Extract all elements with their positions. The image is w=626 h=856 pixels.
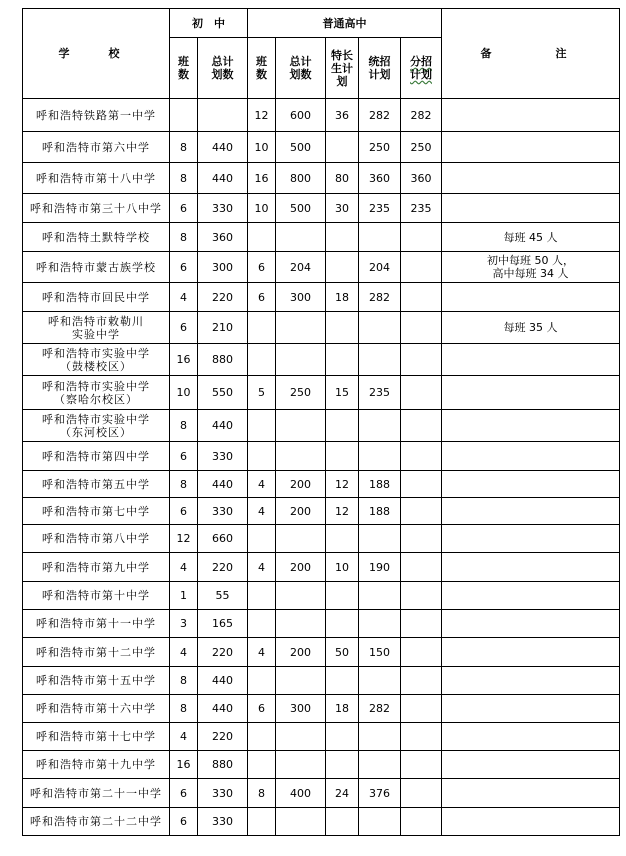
senior-classes bbox=[248, 525, 276, 553]
senior-special: 24 bbox=[326, 779, 359, 808]
senior-total: 250 bbox=[276, 376, 326, 410]
senior-classes bbox=[248, 723, 276, 751]
note bbox=[442, 344, 620, 376]
table-row bbox=[23, 312, 620, 344]
senior-special bbox=[326, 808, 359, 836]
senior-total bbox=[276, 312, 326, 344]
school-name: 呼和浩特市第十九中学 bbox=[23, 751, 170, 779]
senior-separate bbox=[401, 667, 442, 695]
senior-total: 500 bbox=[276, 194, 326, 223]
note bbox=[442, 610, 620, 638]
senior-general: 282 bbox=[359, 99, 401, 132]
senior-general: 190 bbox=[359, 553, 401, 582]
note bbox=[442, 553, 620, 582]
senior-separate bbox=[401, 779, 442, 808]
school-name: 呼和浩特市实验中学 （鼓楼校区） bbox=[23, 344, 170, 376]
senior-general bbox=[359, 582, 401, 610]
header-junior-total: 总计 划数 bbox=[198, 38, 248, 99]
header-senior-total: 总计 划数 bbox=[276, 38, 326, 99]
senior-total bbox=[276, 610, 326, 638]
senior-separate: 282 bbox=[401, 99, 442, 132]
note bbox=[442, 582, 620, 610]
school-name: 呼和浩特市第五中学 bbox=[23, 471, 170, 498]
senior-general bbox=[359, 312, 401, 344]
junior-total: 165 bbox=[198, 610, 248, 638]
table-row bbox=[23, 376, 620, 410]
senior-special bbox=[326, 223, 359, 252]
senior-classes bbox=[248, 344, 276, 376]
junior-total: 440 bbox=[198, 163, 248, 194]
senior-classes: 5 bbox=[248, 376, 276, 410]
junior-total: 440 bbox=[198, 132, 248, 163]
table-row bbox=[23, 223, 620, 252]
senior-separate bbox=[401, 638, 442, 667]
senior-general: 360 bbox=[359, 163, 401, 194]
senior-classes: 6 bbox=[248, 695, 276, 723]
school-name: 呼和浩特市敕勒川 实验中学 bbox=[23, 312, 170, 344]
junior-total: 440 bbox=[198, 695, 248, 723]
senior-classes bbox=[248, 808, 276, 836]
senior-classes: 4 bbox=[248, 471, 276, 498]
note bbox=[442, 723, 620, 751]
junior-classes: 3 bbox=[170, 610, 198, 638]
senior-total: 200 bbox=[276, 638, 326, 667]
junior-total bbox=[198, 99, 248, 132]
senior-separate bbox=[401, 553, 442, 582]
senior-separate bbox=[401, 751, 442, 779]
table-row bbox=[23, 252, 620, 283]
junior-classes: 8 bbox=[170, 163, 198, 194]
header-junior: 初 中 bbox=[170, 9, 248, 38]
note: 初中每班 50 人， 高中每班 34 人 bbox=[442, 252, 620, 283]
senior-special: 18 bbox=[326, 283, 359, 312]
senior-separate bbox=[401, 808, 442, 836]
table-row bbox=[23, 751, 620, 779]
senior-classes bbox=[248, 751, 276, 779]
junior-classes: 8 bbox=[170, 223, 198, 252]
senior-general: 235 bbox=[359, 376, 401, 410]
senior-special: 30 bbox=[326, 194, 359, 223]
table-row bbox=[23, 667, 620, 695]
senior-total: 500 bbox=[276, 132, 326, 163]
school-name: 呼和浩特市蒙古族学校 bbox=[23, 252, 170, 283]
senior-classes bbox=[248, 410, 276, 442]
header-senior-separate-label: 分招 计划 bbox=[410, 55, 432, 81]
senior-special bbox=[326, 525, 359, 553]
senior-separate bbox=[401, 471, 442, 498]
senior-general: 282 bbox=[359, 283, 401, 312]
header-senior: 普通高中 bbox=[248, 9, 442, 38]
senior-special bbox=[326, 751, 359, 779]
junior-classes: 8 bbox=[170, 667, 198, 695]
senior-special bbox=[326, 442, 359, 471]
enrollment-plan-table bbox=[22, 8, 620, 836]
senior-special: 80 bbox=[326, 163, 359, 194]
senior-separate bbox=[401, 376, 442, 410]
table-row bbox=[23, 498, 620, 525]
senior-total: 300 bbox=[276, 695, 326, 723]
senior-general: 235 bbox=[359, 194, 401, 223]
senior-special bbox=[326, 344, 359, 376]
school-name: 呼和浩特市实验中学 （东河校区） bbox=[23, 410, 170, 442]
table-row bbox=[23, 695, 620, 723]
note bbox=[442, 695, 620, 723]
school-name: 呼和浩特市第十八中学 bbox=[23, 163, 170, 194]
senior-general: 250 bbox=[359, 132, 401, 163]
senior-classes: 6 bbox=[248, 283, 276, 312]
senior-general: 376 bbox=[359, 779, 401, 808]
junior-classes: 1 bbox=[170, 582, 198, 610]
school-name: 呼和浩特市实验中学 （察哈尔校区） bbox=[23, 376, 170, 410]
header-senior-general: 统招 计划 bbox=[359, 38, 401, 99]
junior-total: 220 bbox=[198, 638, 248, 667]
table-row bbox=[23, 808, 620, 836]
senior-classes: 4 bbox=[248, 638, 276, 667]
school-name: 呼和浩特土默特学校 bbox=[23, 223, 170, 252]
table-row bbox=[23, 283, 620, 312]
senior-general: 282 bbox=[359, 695, 401, 723]
table-row bbox=[23, 99, 620, 132]
senior-separate bbox=[401, 525, 442, 553]
junior-total: 360 bbox=[198, 223, 248, 252]
senior-classes bbox=[248, 667, 276, 695]
table-row bbox=[23, 638, 620, 667]
senior-separate bbox=[401, 410, 442, 442]
junior-classes: 4 bbox=[170, 553, 198, 582]
table-row bbox=[23, 471, 620, 498]
senior-total: 204 bbox=[276, 252, 326, 283]
note bbox=[442, 779, 620, 808]
junior-total: 220 bbox=[198, 723, 248, 751]
senior-separate: 250 bbox=[401, 132, 442, 163]
senior-total: 400 bbox=[276, 779, 326, 808]
senior-classes: 4 bbox=[248, 553, 276, 582]
senior-special: 36 bbox=[326, 99, 359, 132]
senior-general bbox=[359, 751, 401, 779]
note bbox=[442, 638, 620, 667]
senior-separate bbox=[401, 312, 442, 344]
header-senior-classes: 班 数 bbox=[248, 38, 276, 99]
school-name: 呼和浩特铁路第一中学 bbox=[23, 99, 170, 132]
senior-separate: 235 bbox=[401, 194, 442, 223]
senior-general bbox=[359, 667, 401, 695]
senior-classes bbox=[248, 582, 276, 610]
senior-separate bbox=[401, 283, 442, 312]
junior-total: 550 bbox=[198, 376, 248, 410]
senior-classes: 8 bbox=[248, 779, 276, 808]
header-junior-classes: 班 数 bbox=[170, 38, 198, 99]
senior-general bbox=[359, 525, 401, 553]
senior-separate bbox=[401, 610, 442, 638]
junior-total: 440 bbox=[198, 410, 248, 442]
table-row bbox=[23, 442, 620, 471]
school-name: 呼和浩特市第二十二中学 bbox=[23, 808, 170, 836]
note bbox=[442, 376, 620, 410]
junior-total: 220 bbox=[198, 283, 248, 312]
school-name: 呼和浩特市第十一中学 bbox=[23, 610, 170, 638]
junior-classes: 16 bbox=[170, 344, 198, 376]
senior-special bbox=[326, 312, 359, 344]
table-row bbox=[23, 723, 620, 751]
school-name: 呼和浩特市第十二中学 bbox=[23, 638, 170, 667]
junior-classes: 10 bbox=[170, 376, 198, 410]
note bbox=[442, 442, 620, 471]
junior-classes: 8 bbox=[170, 410, 198, 442]
senior-total: 200 bbox=[276, 471, 326, 498]
note bbox=[442, 99, 620, 132]
senior-special bbox=[326, 610, 359, 638]
junior-classes: 6 bbox=[170, 194, 198, 223]
table-row bbox=[23, 410, 620, 442]
header-note: 备 注 bbox=[442, 9, 620, 99]
junior-total: 880 bbox=[198, 344, 248, 376]
senior-separate bbox=[401, 695, 442, 723]
senior-special: 50 bbox=[326, 638, 359, 667]
note bbox=[442, 194, 620, 223]
senior-general bbox=[359, 410, 401, 442]
junior-total: 440 bbox=[198, 471, 248, 498]
senior-classes: 4 bbox=[248, 498, 276, 525]
senior-special bbox=[326, 132, 359, 163]
senior-total bbox=[276, 751, 326, 779]
junior-total: 55 bbox=[198, 582, 248, 610]
note bbox=[442, 525, 620, 553]
school-name: 呼和浩特市第四中学 bbox=[23, 442, 170, 471]
junior-classes: 4 bbox=[170, 723, 198, 751]
school-name: 呼和浩特市第三十八中学 bbox=[23, 194, 170, 223]
senior-classes bbox=[248, 442, 276, 471]
senior-general: 150 bbox=[359, 638, 401, 667]
senior-total bbox=[276, 808, 326, 836]
senior-general bbox=[359, 808, 401, 836]
junior-classes: 6 bbox=[170, 498, 198, 525]
junior-total: 440 bbox=[198, 667, 248, 695]
senior-classes bbox=[248, 312, 276, 344]
senior-general bbox=[359, 344, 401, 376]
school-name: 呼和浩特市第十五中学 bbox=[23, 667, 170, 695]
junior-total: 220 bbox=[198, 553, 248, 582]
senior-total bbox=[276, 344, 326, 376]
note bbox=[442, 808, 620, 836]
senior-special: 18 bbox=[326, 695, 359, 723]
senior-separate bbox=[401, 344, 442, 376]
senior-classes: 12 bbox=[248, 99, 276, 132]
note bbox=[442, 471, 620, 498]
junior-classes: 8 bbox=[170, 471, 198, 498]
table-row bbox=[23, 779, 620, 808]
note bbox=[442, 667, 620, 695]
junior-total: 330 bbox=[198, 498, 248, 525]
senior-classes: 6 bbox=[248, 252, 276, 283]
senior-classes bbox=[248, 610, 276, 638]
school-name: 呼和浩特市第二十一中学 bbox=[23, 779, 170, 808]
table-row bbox=[23, 344, 620, 376]
senior-special bbox=[326, 252, 359, 283]
school-name: 呼和浩特市第六中学 bbox=[23, 132, 170, 163]
note: 每班 35 人 bbox=[442, 312, 620, 344]
senior-general bbox=[359, 223, 401, 252]
senior-special: 15 bbox=[326, 376, 359, 410]
note bbox=[442, 163, 620, 194]
senior-special: 12 bbox=[326, 498, 359, 525]
senior-special bbox=[326, 723, 359, 751]
junior-total: 210 bbox=[198, 312, 248, 344]
senior-classes: 10 bbox=[248, 194, 276, 223]
senior-separate: 360 bbox=[401, 163, 442, 194]
senior-total bbox=[276, 723, 326, 751]
senior-separate bbox=[401, 498, 442, 525]
school-name: 呼和浩特市第七中学 bbox=[23, 498, 170, 525]
senior-total bbox=[276, 442, 326, 471]
senior-classes: 10 bbox=[248, 132, 276, 163]
header-senior-special: 特长 生计 划 bbox=[326, 38, 359, 99]
table-row bbox=[23, 525, 620, 553]
senior-special bbox=[326, 410, 359, 442]
senior-separate bbox=[401, 582, 442, 610]
senior-general: 204 bbox=[359, 252, 401, 283]
senior-classes bbox=[248, 223, 276, 252]
junior-classes: 8 bbox=[170, 695, 198, 723]
table-row bbox=[23, 163, 620, 194]
note bbox=[442, 410, 620, 442]
header-senior-separate bbox=[401, 38, 442, 99]
table-row bbox=[23, 582, 620, 610]
senior-general bbox=[359, 723, 401, 751]
junior-total: 300 bbox=[198, 252, 248, 283]
junior-classes: 6 bbox=[170, 442, 198, 471]
junior-classes: 6 bbox=[170, 252, 198, 283]
note bbox=[442, 751, 620, 779]
junior-total: 330 bbox=[198, 194, 248, 223]
senior-total bbox=[276, 410, 326, 442]
senior-special: 12 bbox=[326, 471, 359, 498]
senior-total: 200 bbox=[276, 498, 326, 525]
junior-classes: 6 bbox=[170, 312, 198, 344]
table-row bbox=[23, 610, 620, 638]
header-school: 学 校 bbox=[23, 9, 170, 99]
senior-general: 188 bbox=[359, 471, 401, 498]
senior-general: 188 bbox=[359, 498, 401, 525]
senior-separate bbox=[401, 252, 442, 283]
senior-total: 600 bbox=[276, 99, 326, 132]
junior-classes: 4 bbox=[170, 283, 198, 312]
junior-total: 660 bbox=[198, 525, 248, 553]
junior-classes: 6 bbox=[170, 779, 198, 808]
junior-total: 880 bbox=[198, 751, 248, 779]
table-row bbox=[23, 132, 620, 163]
senior-general bbox=[359, 610, 401, 638]
junior-total: 330 bbox=[198, 779, 248, 808]
senior-special: 10 bbox=[326, 553, 359, 582]
school-name: 呼和浩特市第十六中学 bbox=[23, 695, 170, 723]
school-name: 呼和浩特市回民中学 bbox=[23, 283, 170, 312]
senior-total: 800 bbox=[276, 163, 326, 194]
junior-total: 330 bbox=[198, 442, 248, 471]
school-name: 呼和浩特市第九中学 bbox=[23, 553, 170, 582]
junior-classes: 6 bbox=[170, 808, 198, 836]
table-row bbox=[23, 194, 620, 223]
senior-general bbox=[359, 442, 401, 471]
school-name: 呼和浩特市第十中学 bbox=[23, 582, 170, 610]
table-row bbox=[23, 553, 620, 582]
senior-total bbox=[276, 223, 326, 252]
junior-classes: 4 bbox=[170, 638, 198, 667]
junior-classes: 12 bbox=[170, 525, 198, 553]
senior-total bbox=[276, 582, 326, 610]
junior-total: 330 bbox=[198, 808, 248, 836]
senior-special bbox=[326, 667, 359, 695]
school-name: 呼和浩特市第八中学 bbox=[23, 525, 170, 553]
junior-classes bbox=[170, 99, 198, 132]
senior-total bbox=[276, 525, 326, 553]
senior-separate bbox=[401, 442, 442, 471]
note bbox=[442, 132, 620, 163]
note: 每班 45 人 bbox=[442, 223, 620, 252]
senior-classes: 16 bbox=[248, 163, 276, 194]
senior-total bbox=[276, 667, 326, 695]
senior-total: 200 bbox=[276, 553, 326, 582]
school-name: 呼和浩特市第十七中学 bbox=[23, 723, 170, 751]
senior-separate bbox=[401, 723, 442, 751]
note bbox=[442, 498, 620, 525]
note bbox=[442, 283, 620, 312]
senior-total: 300 bbox=[276, 283, 326, 312]
junior-classes: 8 bbox=[170, 132, 198, 163]
junior-classes: 16 bbox=[170, 751, 198, 779]
senior-separate bbox=[401, 223, 442, 252]
senior-special bbox=[326, 582, 359, 610]
